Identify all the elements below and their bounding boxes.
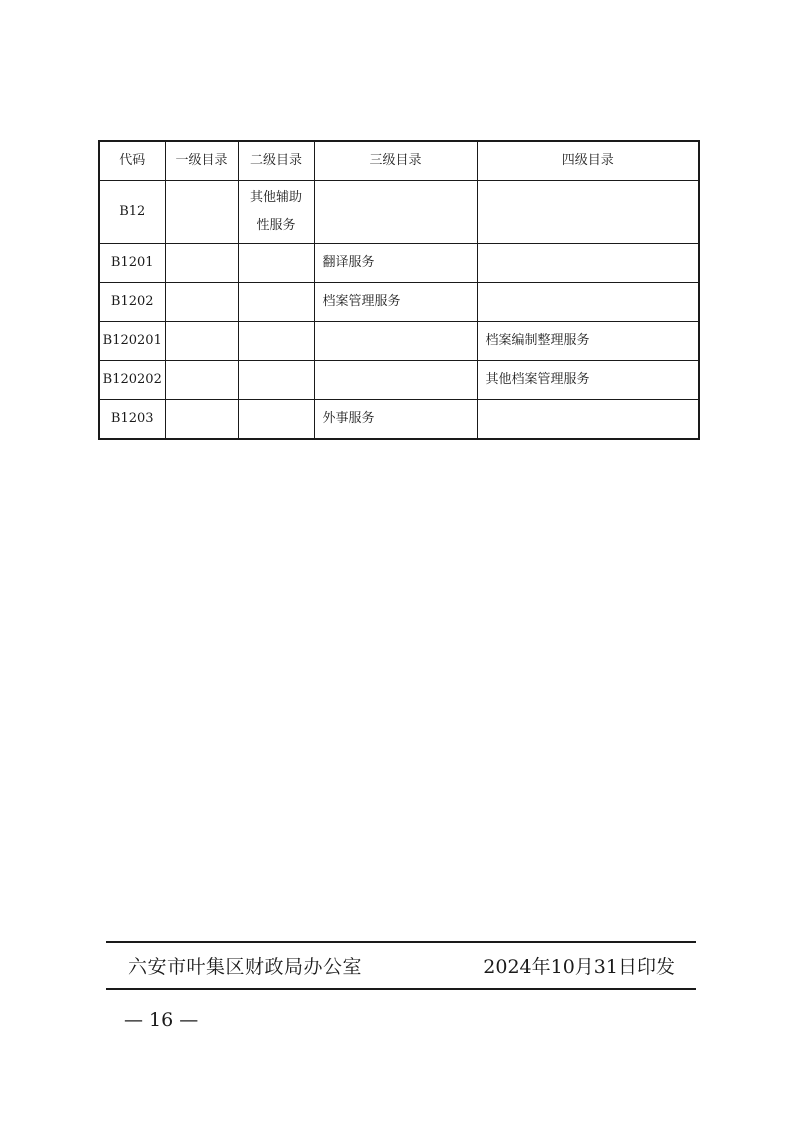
table-row <box>99 400 699 440</box>
level3-cell <box>314 322 477 361</box>
code-cell: B1201 <box>99 244 165 283</box>
table-row <box>99 322 699 361</box>
level2-cell <box>238 322 314 361</box>
header-level1: 一级目录 <box>165 141 238 181</box>
level3-cell: 档案管理服务 <box>314 283 477 322</box>
level1-cell <box>165 181 238 244</box>
table-row <box>99 244 699 283</box>
level3-cell: 外事服务 <box>314 400 477 440</box>
level4-cell: 档案编制整理服务 <box>477 322 699 361</box>
header-code: 代码 <box>99 141 165 181</box>
level3-cell: 翻译服务 <box>314 244 477 283</box>
header-level3: 三级目录 <box>314 141 477 181</box>
level4-cell <box>477 283 699 322</box>
level2-cell <box>238 400 314 440</box>
issue-date: 2024年10月31日印发 <box>483 956 675 978</box>
footer-top-rule <box>106 941 696 943</box>
table-header-row <box>99 141 699 181</box>
level2-cell <box>238 283 314 322</box>
level2-cell: 其他辅助性服务 <box>238 181 314 244</box>
code-cell: B12 <box>99 181 165 244</box>
table-row <box>99 181 699 244</box>
code-cell: B120202 <box>99 361 165 400</box>
header-level2: 二级目录 <box>238 141 314 181</box>
level3-cell <box>314 181 477 244</box>
level2-cell <box>238 361 314 400</box>
level4-cell <box>477 181 699 244</box>
level1-cell <box>165 322 238 361</box>
issuing-office: 六安市叶集区财政局办公室 <box>128 956 363 978</box>
level4-cell: 其他档案管理服务 <box>477 361 699 400</box>
header-level4: 四级目录 <box>477 141 699 181</box>
service-catalog-table <box>98 140 700 440</box>
level1-cell <box>165 361 238 400</box>
table-row <box>99 283 699 322</box>
level3-cell <box>314 361 477 400</box>
code-cell: B1203 <box>99 400 165 440</box>
table-row <box>99 361 699 400</box>
level4-cell <box>477 400 699 440</box>
level4-cell <box>477 244 699 283</box>
level1-cell <box>165 400 238 440</box>
level1-cell <box>165 283 238 322</box>
code-cell: B120201 <box>99 322 165 361</box>
footer-bottom-rule <box>106 988 696 990</box>
page-number: — 16 — <box>124 1009 199 1031</box>
code-cell: B1202 <box>99 283 165 322</box>
level1-cell <box>165 244 238 283</box>
level2-cell <box>238 244 314 283</box>
